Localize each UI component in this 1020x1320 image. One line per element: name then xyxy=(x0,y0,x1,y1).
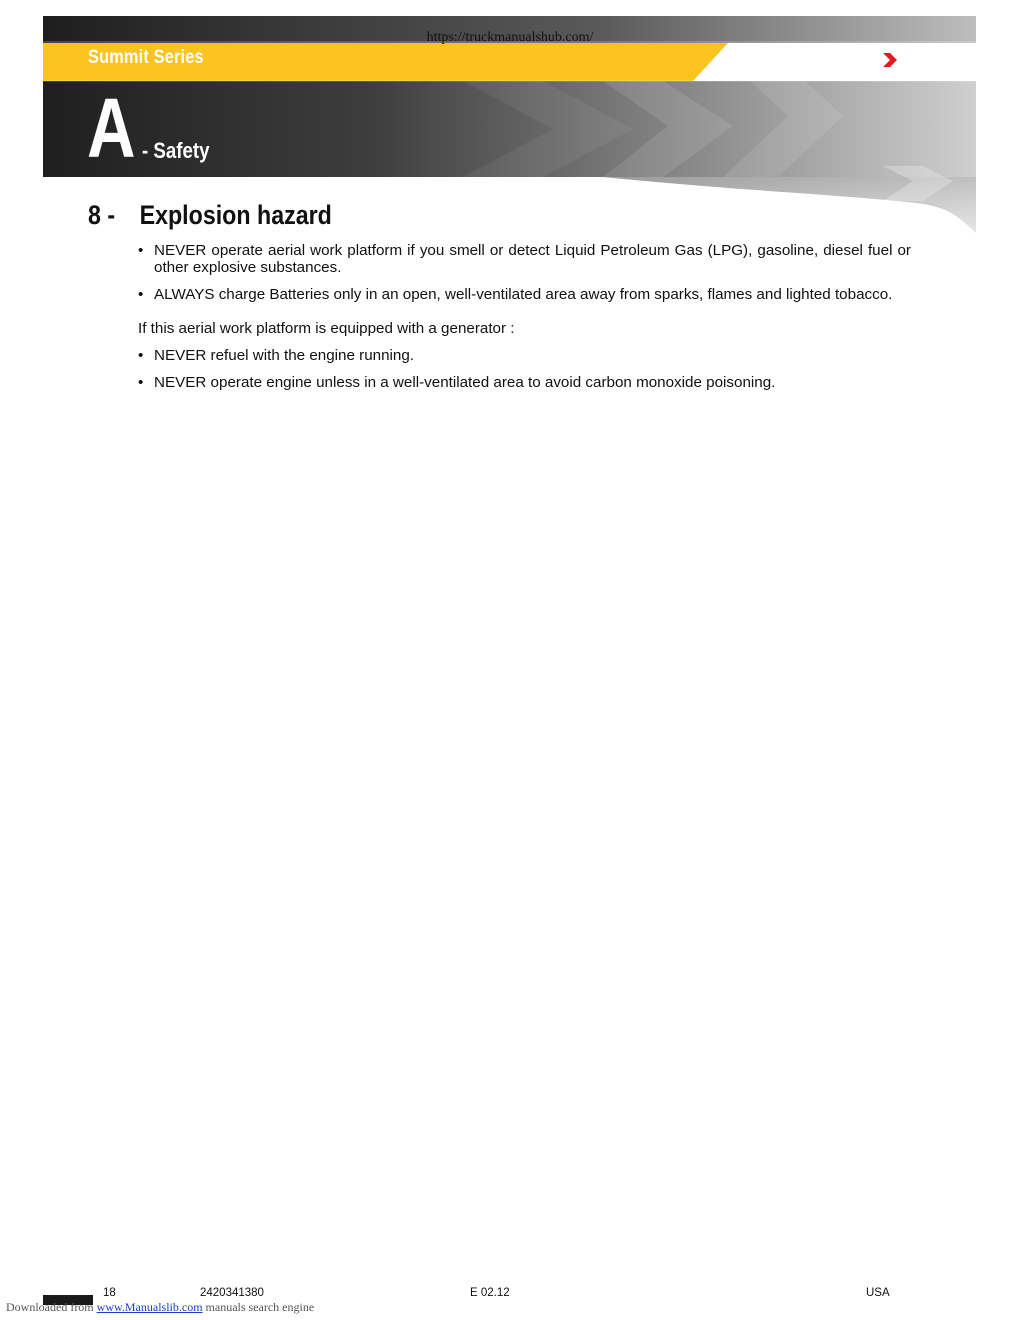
footer-edition: E 02.12 xyxy=(470,1287,510,1299)
footer-region: USA xyxy=(866,1287,890,1299)
watermark-url: https://truckmanualshub.com/ xyxy=(426,30,594,45)
brand-name: Haulotte xyxy=(800,50,863,69)
series-name: Summit Series xyxy=(88,47,204,68)
bullet-dot: • xyxy=(138,286,144,303)
section-number: 8 - xyxy=(88,200,116,230)
bullet-dot: • xyxy=(138,374,144,391)
chapter-title: - Safety xyxy=(142,138,210,163)
downloaded-notice xyxy=(6,1300,314,1315)
section-title: Explosion hazard xyxy=(139,200,332,230)
bullet-text: NEVER operate engine unless in a well-ventilated area to avoid carbon monoxide poisoning. xyxy=(154,374,776,391)
haulotte-logo xyxy=(800,50,910,80)
bullet-text: NEVER refuel with the engine running. xyxy=(154,347,415,364)
downloaded-prefix: Downloaded from xyxy=(6,1300,94,1314)
footer-page-number: 18 xyxy=(103,1287,116,1299)
bullet-dot: • xyxy=(138,242,144,259)
list-item xyxy=(138,286,911,303)
chevron-arrows-icon xyxy=(873,53,905,67)
manualslib-link[interactable]: www.Manualslib.com xyxy=(96,1300,203,1314)
bullet-text: NEVER operate aerial work platform if you smell or detect Liquid Petroleum Gas (LPG), gasoline, diesel fuel or other explosive substances. xyxy=(154,242,911,276)
chapter-letter: A xyxy=(87,81,136,175)
list-item xyxy=(138,374,911,391)
footer-doc-number: 2420341380 xyxy=(200,1287,264,1299)
list-item xyxy=(138,347,911,364)
generator-intro: If this aerial work platform is equipped with a generator : xyxy=(138,320,515,337)
section-content xyxy=(138,242,911,401)
bullet-dot: • xyxy=(138,347,144,364)
downloaded-suffix: manuals search engine xyxy=(205,1300,315,1314)
list-item xyxy=(138,242,911,276)
bullet-text: ALWAYS charge Batteries only in an open, well-ventilated area away from sparks, flames and lighted tobacco. xyxy=(154,286,893,303)
brand-group: GROUP xyxy=(820,68,880,77)
section-heading xyxy=(88,200,332,231)
